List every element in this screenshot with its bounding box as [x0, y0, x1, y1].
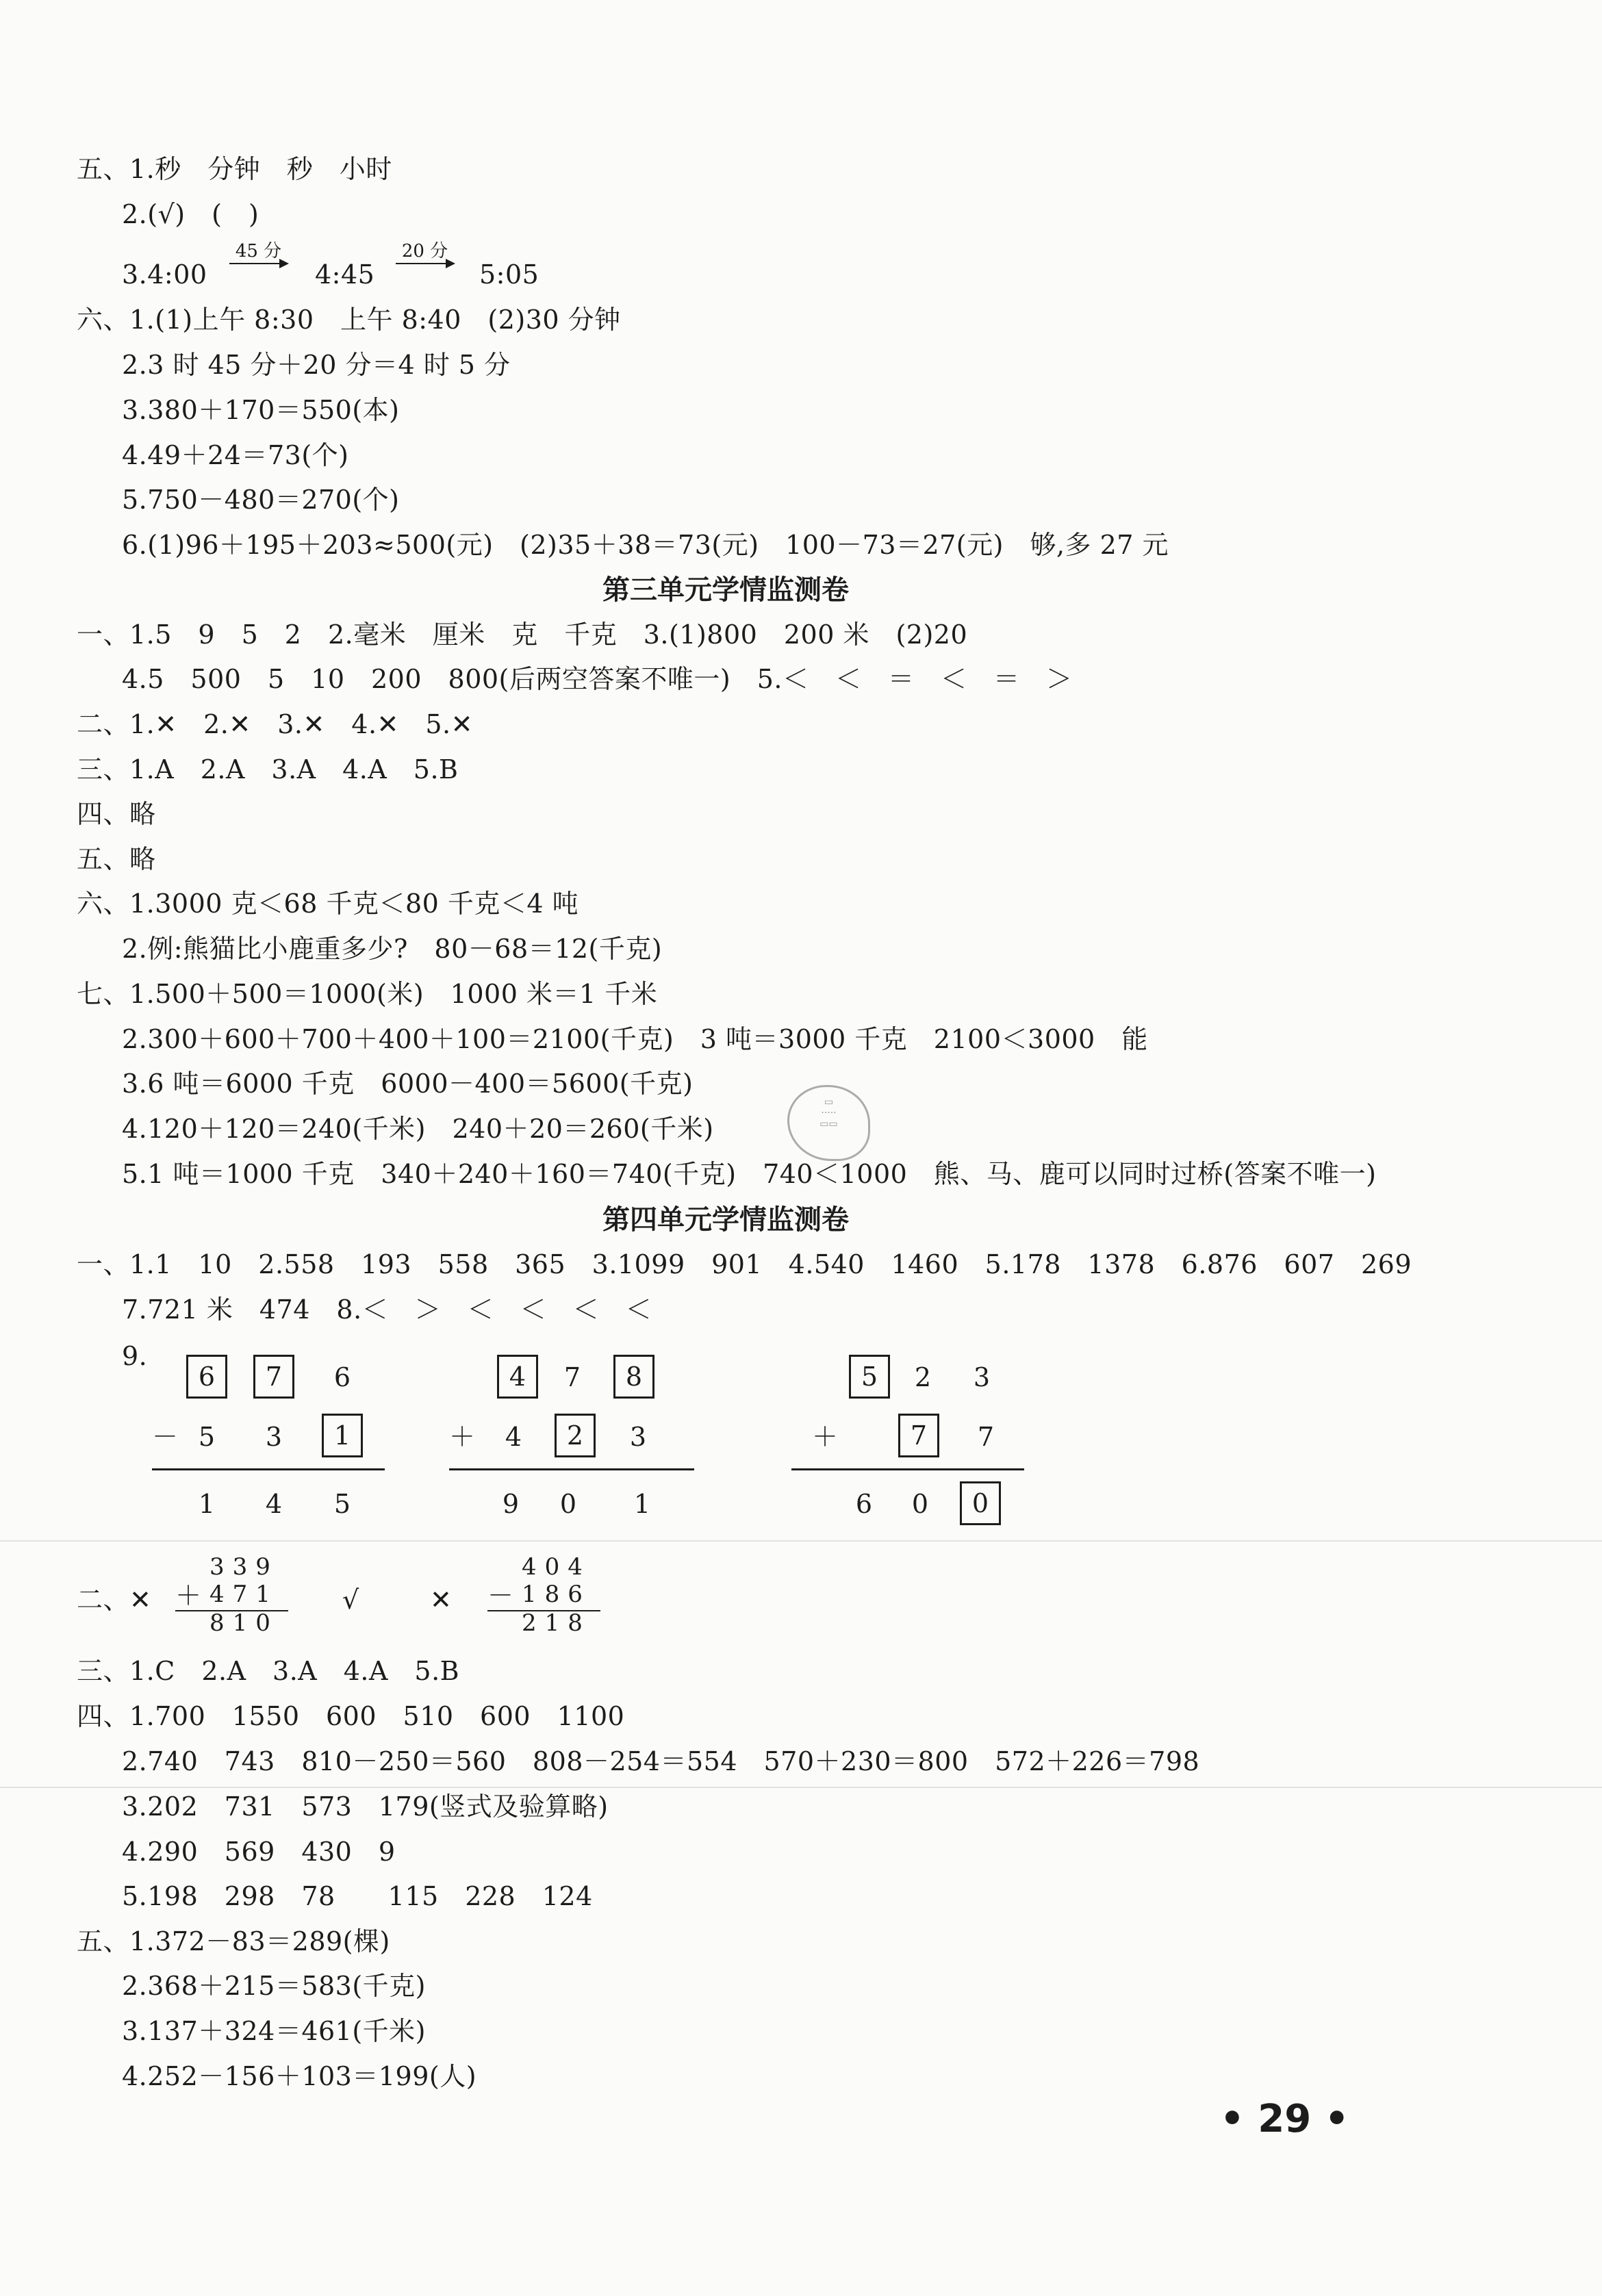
s6-q2: 2.3 时 45 分＋20 分＝4 时 5 分: [122, 350, 511, 380]
digit-box: 7: [253, 1355, 294, 1399]
u3-line: 2.300＋600＋700＋400＋100＝2100(千克) 3 吨＝3000 千克 2100＜3000 能: [122, 1024, 1148, 1054]
op-sign: －: [152, 1422, 179, 1452]
u4-line: 5.198 298 78 115 228 124: [122, 1881, 593, 1911]
digit-box: 8: [613, 1355, 654, 1399]
digit-box: 6: [186, 1355, 227, 1399]
op-sign: ＋: [812, 1422, 839, 1452]
u4-line: 一、1.1 10 2.558 193 558 365 3.1099 901 4.540 1460 5.178 1378 6.876 607 269: [77, 1249, 1412, 1279]
u3-line: 五、略: [77, 844, 156, 874]
vcalc-res: 218: [522, 1609, 591, 1637]
u4-line: 2.740 743 810－250＝560 808－254＝554 570＋230＝800 572＋226＝798: [122, 1746, 1200, 1776]
check-mark: √: [342, 1585, 359, 1615]
s6-q6: 6.(1)96＋195＋203≈500(元) (2)35＋38＝73(元) 100－73＝27(元) 够,多 27 元: [122, 530, 1169, 560]
digit: 9: [502, 1489, 520, 1519]
u4-line: 五、1.372－83＝289(棵): [77, 1926, 390, 1956]
digit-box: 1: [322, 1414, 363, 1457]
s6-q5: 5.750－480＝270(个): [122, 485, 400, 515]
u3-line: 3.6 吨＝6000 千克 6000－400＝5600(千克): [122, 1069, 694, 1099]
vcalc-top: 339: [209, 1553, 279, 1581]
sum-line: [791, 1468, 1024, 1470]
digit: 4: [265, 1489, 283, 1519]
digit: 6: [855, 1489, 873, 1519]
digit: 3: [629, 1422, 647, 1452]
digit: 3: [973, 1362, 991, 1392]
s5-q3-time2: 4:45: [315, 259, 375, 290]
s5-q3-time1: 3.4:00: [122, 259, 207, 290]
vcalc-res: 810: [209, 1609, 279, 1637]
u4-line: 3.202 731 573 179(竖式及验算略): [122, 1791, 609, 1822]
vcalc-top: 404: [522, 1553, 591, 1581]
u4-line: 4.290 569 430 9: [122, 1837, 396, 1867]
digit: 7: [563, 1362, 581, 1392]
digit: 4: [505, 1422, 522, 1452]
digit: 0: [559, 1489, 577, 1519]
vcalc-mid: 471: [209, 1581, 279, 1608]
digit: 1: [198, 1489, 216, 1519]
u4-line: 7.721 米 474 8.＜ ＞ ＜ ＜ ＜ ＜: [122, 1294, 652, 1325]
u3-line: 七、1.500＋500＝1000(米) 1000 米＝1 千米: [77, 979, 658, 1009]
s5-q3-time3: 5:05: [479, 259, 539, 290]
digit: 5: [333, 1489, 351, 1519]
arrow-45min: 45 分: [229, 242, 288, 264]
digit: 0: [911, 1489, 929, 1519]
s5-q2: 2.(√) ( ): [122, 199, 259, 229]
u3-line: 三、1.A 2.A 3.A 4.A 5.B: [77, 754, 459, 785]
u3-line: 4.120＋120＝240(千米) 240＋20＝260(千米): [122, 1114, 714, 1144]
op-sign: ＋: [175, 1581, 202, 1611]
u3-line: 四、略: [77, 799, 156, 829]
digit: 6: [333, 1362, 351, 1392]
digit: 7: [977, 1422, 995, 1452]
u4-line: 三、1.C 2.A 3.A 4.A 5.B: [77, 1656, 460, 1686]
s6-q1: 六、1.(1)上午 8:30 上午 8:40 (2)30 分钟: [77, 305, 621, 335]
page-crease: [0, 1787, 1602, 1788]
u4-s2-label: 二、✕: [77, 1585, 152, 1615]
unit3-title: 第三单元学情监测卷: [602, 574, 849, 606]
s5-q1: 五、1.秒 分钟 秒 小时: [77, 154, 392, 184]
sum-line: [449, 1468, 694, 1470]
digit: 3: [265, 1422, 283, 1452]
digit-box: 7: [898, 1414, 939, 1457]
u3-line: 六、1.3000 克＜68 千克＜80 千克＜4 吨: [77, 889, 579, 919]
digit: 5: [198, 1422, 216, 1452]
op-sign: ＋: [449, 1422, 476, 1452]
page-crease: [0, 1540, 1602, 1542]
op-sign: －: [487, 1581, 514, 1611]
digit: 1: [633, 1489, 651, 1519]
u3-line: 二、1.✕ 2.✕ 3.✕ 4.✕ 5.✕: [77, 709, 473, 739]
page-number: • 29 •: [1220, 2097, 1349, 2141]
digit-box: 2: [555, 1414, 596, 1457]
cross-mark: ✕: [430, 1585, 453, 1615]
sum-line: [152, 1468, 385, 1470]
u4-line: 9.: [122, 1341, 148, 1371]
u3-line: 2.例:熊猫比小鹿重多少? 80－68＝12(千克): [122, 934, 663, 964]
u4-line: 4.252－156＋103＝199(人): [122, 2061, 477, 2091]
stamp-mark: ▭ ····· ▭▭: [787, 1085, 870, 1161]
vcalc-mid: 186: [522, 1581, 591, 1608]
digit: 2: [914, 1362, 932, 1392]
digit-box: 5: [849, 1355, 890, 1399]
s6-q3: 3.380＋170＝550(本): [122, 395, 400, 425]
u4-line: 3.137＋324＝461(千米): [122, 2016, 426, 2046]
u3-line: 一、1.5 9 5 2 2.毫米 厘米 克 千克 3.(1)800 200 米 (2)20: [77, 620, 968, 650]
unit4-title: 第四单元学情监测卷: [602, 1204, 849, 1236]
s6-q4: 4.49＋24＝73(个): [122, 440, 349, 470]
u4-line: 2.368＋215＝583(千克): [122, 1971, 426, 2001]
u3-line: 5.1 吨＝1000 千克 340＋240＋160＝740(千克) 740＜1000 熊、马、鹿可以同时过桥(答案不唯一): [122, 1159, 1377, 1189]
u3-line: 4.5 500 5 10 200 800(后两空答案不唯一) 5.＜ ＜ ＝ ＜ ＝ ＞: [122, 664, 1073, 694]
digit-box: 0: [960, 1481, 1001, 1525]
u4-line: 四、1.700 1550 600 510 600 1100: [77, 1701, 625, 1731]
arrow-20min: 20 分: [396, 242, 454, 264]
digit-box: 4: [497, 1355, 538, 1399]
